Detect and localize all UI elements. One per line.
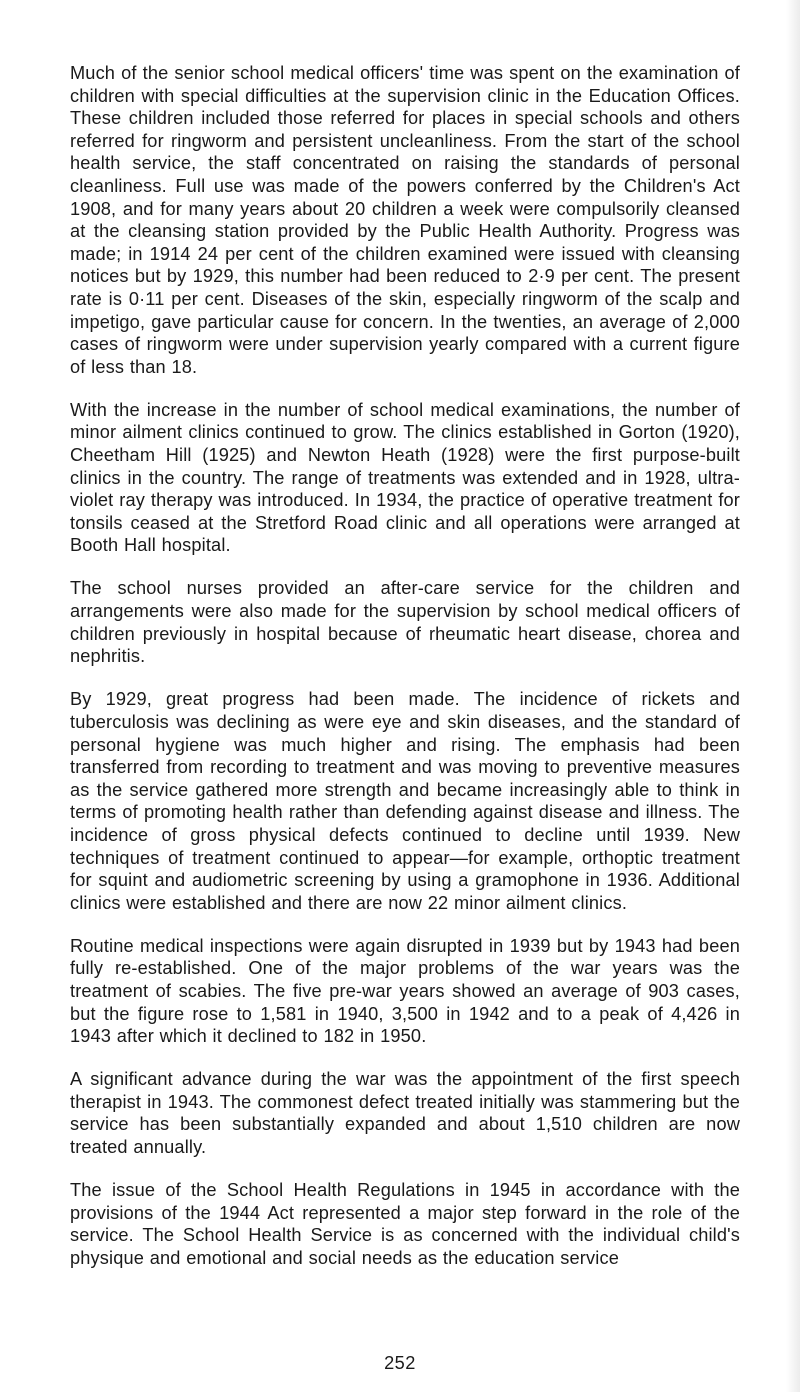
paragraph-gap bbox=[70, 557, 740, 578]
paragraph-progress-1929: By 1929, great progress had been made. The incidence of rickets and tuberculosis was declining as were eye and skin diseases, and the standard of personal hygiene was much higher and rising. The emphasis had been transferred from recording to treatment and was moving to preventive measures as the service gathered more strength and became increasingly able to think in terms of promoting health rather than defending against disease and illness. The incidence of gross physical defects continued to decline until 1939. New techniques of treatment continued to appear—for example, orthoptic treatment for squint and audiometric screening by using a gramophone in 1936. Additional clinics were established and there are now 22 minor ailment clinics. bbox=[70, 689, 740, 913]
paragraph-gap bbox=[70, 914, 740, 935]
page-edge-shadow bbox=[786, 0, 800, 1392]
paragraph-gap bbox=[70, 668, 740, 689]
paragraph-gap bbox=[70, 1159, 740, 1180]
paragraph-regulations-1945: The issue of the School Health Regulations in 1945 in accordance with the provisions of the 1944 Act represented a major step forward in the role of the service. The School Health Service is as concerned with the individual child's physique and emotional and social needs as the education service bbox=[70, 1180, 740, 1268]
paragraph-cleanliness: Much of the senior school medical officers' time was spent on the examination of children with special difficulties at the supervision clinic in the Education Offices. These children included those referred for places in special schools and others referred for ringworm and persistent uncleanliness. From the start of the school health service, the staff concentrated on raising the standards of personal cleanliness. Full use was made of the powers conferred by the Children's Act 1908, and for many years about 20 children a week were compulsorily cleansed at the cleansing station provided by the Public Health Authority. Progress was made; in 1914 24 per cent of the children examined were issued with cleansing notices but by 1929, this number had been reduced to 2·9 per cent. The present rate is 0·11 per cent. Diseases of the skin, especially ringworm of the scalp and impetigo, gave particular cause for concern. In the twenties, an average of 2,000 cases of ringworm were under supervision yearly compared with a current figure of less than 18. bbox=[70, 63, 740, 377]
document-body bbox=[70, 62, 740, 1270]
paragraph-minor-ailment-clinics: With the increase in the number of school medical examinations, the number of minor ailment clinics continued to grow. The clinics established in Gorton (1920), Cheetham Hill (1925) and Newton Heath (1928) were the first purpose-built clinics in the country. The range of treatments was extended and in 1928, ultra-violet ray therapy was introduced. In 1934, the practice of operative treatment for tonsils ceased at the Stretford Road clinic and all operations were arranged at Booth Hall hospital. bbox=[70, 399, 740, 556]
paragraph-gap bbox=[70, 378, 740, 399]
paragraph-gap bbox=[70, 1048, 740, 1069]
page-number: 252 bbox=[384, 1353, 416, 1373]
paragraph-speech-therapy: A significant advance during the war was the appointment of the first speech therapist in 1943. The commonest defect treated initially was stammering but the service has been substantially expanded and about 1,510 children are now treated annually. bbox=[70, 1069, 740, 1158]
paragraph-scabies: Routine medical inspections were again disrupted in 1939 but by 1943 had been fully re-established. One of the major problems of the war years was the treatment of scabies. The five pre-war years showed an average of 903 cases, but the figure rose to 1,581 in 1940, 3,500 in 1942 and to a peak of 4,426 in 1943 after which it declined to 182 in 1950. bbox=[70, 935, 740, 1047]
paragraph-after-care: The school nurses provided an after-care service for the children and arrangements were also made for the supervision by school medical officers of children previously in hospital because of rheumatic heart disease, chorea and nephritis. bbox=[70, 578, 740, 667]
